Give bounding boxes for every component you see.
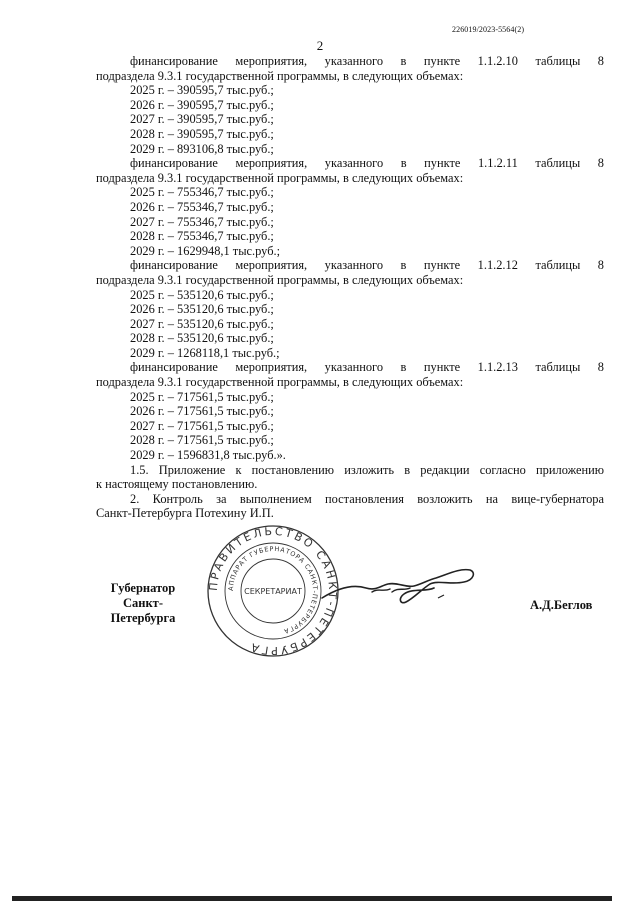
funding-block-1 (96, 54, 604, 156)
funding-year-line: 2028 г. – 755346,7 тыс.руб.; (130, 229, 274, 244)
scan-bottom-border (12, 896, 612, 901)
funding-intro-rest: подраздела 9.3.1 государственной программы, в следующих объемах: (96, 68, 464, 83)
clause-1-5-rest: к настоящему постановлению. (96, 477, 258, 492)
handwritten-signature (318, 558, 478, 612)
funding-year-line: 2026 г. – 755346,7 тыс.руб.; (130, 199, 274, 214)
seal-outer-text: ПРАВИТЕЛЬСТВО САНКТ-ПЕТЕРБУРГА (206, 524, 340, 658)
funding-intro-rest: подраздела 9.3.1 государственной программы, в следующих объемах: (96, 170, 464, 185)
funding-year-line: 2027 г. – 390595,7 тыс.руб.; (130, 112, 274, 127)
funding-year-line: 2029 г. – 893106,8 тыс.руб.; (130, 141, 274, 156)
funding-year-line: 2025 г. – 535120,6 тыс.руб.; (130, 287, 274, 302)
funding-year-line: 2028 г. – 535120,6 тыс.руб.; (130, 331, 274, 346)
seal-center-text: СЕКРЕТАРИАТ (244, 587, 302, 596)
clause-2-first-line: 2. Контроль за выполнением постановления возложить на вице-губернатора (130, 491, 604, 506)
clause-1-5 (96, 463, 604, 492)
clause-2-rest: Санкт-Петербурга Потехину И.П. (96, 506, 274, 521)
funding-intro-first-line: финансирование мероприятия, указанного в пункте 1.1.2.11 таблицы 8 (130, 156, 604, 171)
funding-block-3 (96, 258, 604, 360)
funding-intro-rest: подраздела 9.3.1 государственной программы, в следующих объемах: (96, 272, 464, 287)
funding-year-line: 2027 г. – 535120,6 тыс.руб.; (130, 316, 274, 331)
funding-year-line: 2029 г. – 1596831,8 тыс.руб.». (130, 448, 286, 463)
clause-2 (96, 492, 604, 521)
seal-inner-text: АППАРАТ ГУБЕРНАТОРА САНКТ-ПЕТЕРБУРГА (226, 544, 320, 636)
document-registration-number: 226019/2023-5564(2) (452, 25, 525, 34)
signatory-title-line-1: Губернатор (110, 581, 176, 595)
funding-block-4 (96, 360, 604, 462)
funding-year-line: 2026 г. – 535120,6 тыс.руб.; (130, 302, 274, 317)
funding-year-line: 2028 г. – 390595,7 тыс.руб.; (130, 126, 274, 141)
clause-1-5-first-line: 1.5. Приложение к постановлению изложить в редакции согласно приложению (130, 462, 604, 477)
page-number: 2 (316, 38, 324, 53)
signatory-title (97, 581, 189, 626)
funding-intro-first-line: финансирование мероприятия, указанного в пункте 1.1.2.10 таблицы 8 (130, 54, 604, 68)
funding-year-line: 2025 г. – 755346,7 тыс.руб.; (130, 185, 274, 200)
funding-intro-first-line: финансирование мероприятия, указанного в пункте 1.1.2.12 таблицы 8 (130, 258, 604, 273)
funding-intro-rest: подраздела 9.3.1 государственной программы, в следующих объемах: (96, 375, 464, 390)
funding-intro-first-line: финансирование мероприятия, указанного в пункте 1.1.2.13 таблицы 8 (130, 360, 604, 375)
signer-name: А.Д.Беглов (530, 598, 593, 612)
funding-year-line: 2027 г. – 717561,5 тыс.руб.; (130, 418, 274, 433)
funding-year-line: 2025 г. – 390595,7 тыс.руб.; (130, 83, 274, 98)
funding-year-line: 2027 г. – 755346,7 тыс.руб.; (130, 214, 274, 229)
funding-year-line: 2029 г. – 1268118,1 тыс.руб.; (130, 345, 280, 360)
funding-year-line: 2029 г. – 1629948,1 тыс.руб.; (130, 243, 281, 258)
funding-year-line: 2026 г. – 717561,5 тыс.руб.; (130, 404, 274, 419)
funding-year-line: 2028 г. – 717561,5 тыс.руб.; (130, 433, 274, 448)
funding-block-2 (96, 156, 604, 258)
funding-year-line: 2025 г. – 717561,5 тыс.руб.; (130, 389, 274, 404)
funding-year-line: 2026 г. – 390595,7 тыс.руб.; (130, 97, 274, 112)
document-body (96, 54, 604, 521)
signatory-title-line-2: Санкт-Петербурга (110, 596, 176, 625)
